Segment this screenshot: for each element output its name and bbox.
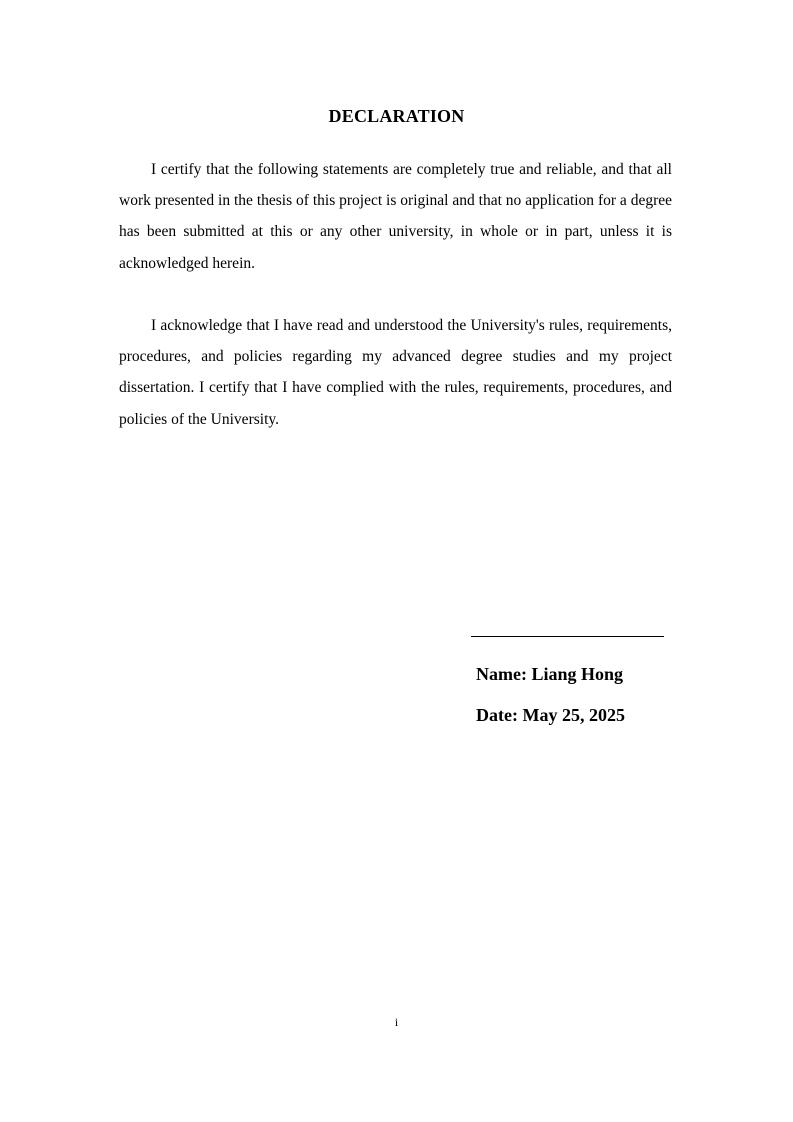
- declaration-title: DECLARATION: [328, 106, 465, 126]
- signature-line: [471, 636, 664, 637]
- page-number: i: [394, 1015, 399, 1029]
- signatory-name: Name: Liang Hong: [476, 664, 624, 684]
- signature-date: Date: May 25, 2025: [476, 705, 625, 725]
- declaration-paragraph-originality: I certify that the following statements are completely true and reliable, and that all work presented in the thesis of this project is original and that no application for a degree has been submitted at this or any other university, in whole or in part, unless it is acknowledged herein.: [119, 161, 672, 272]
- declaration-paragraph-compliance: I acknowledge that I have read and understood the University's rules, requirements, procedures, and policies regarding my advanced degree studies and my project dissertation. I certify that I have complied with the rules, requirements, procedures, and policies of the University.: [119, 317, 672, 428]
